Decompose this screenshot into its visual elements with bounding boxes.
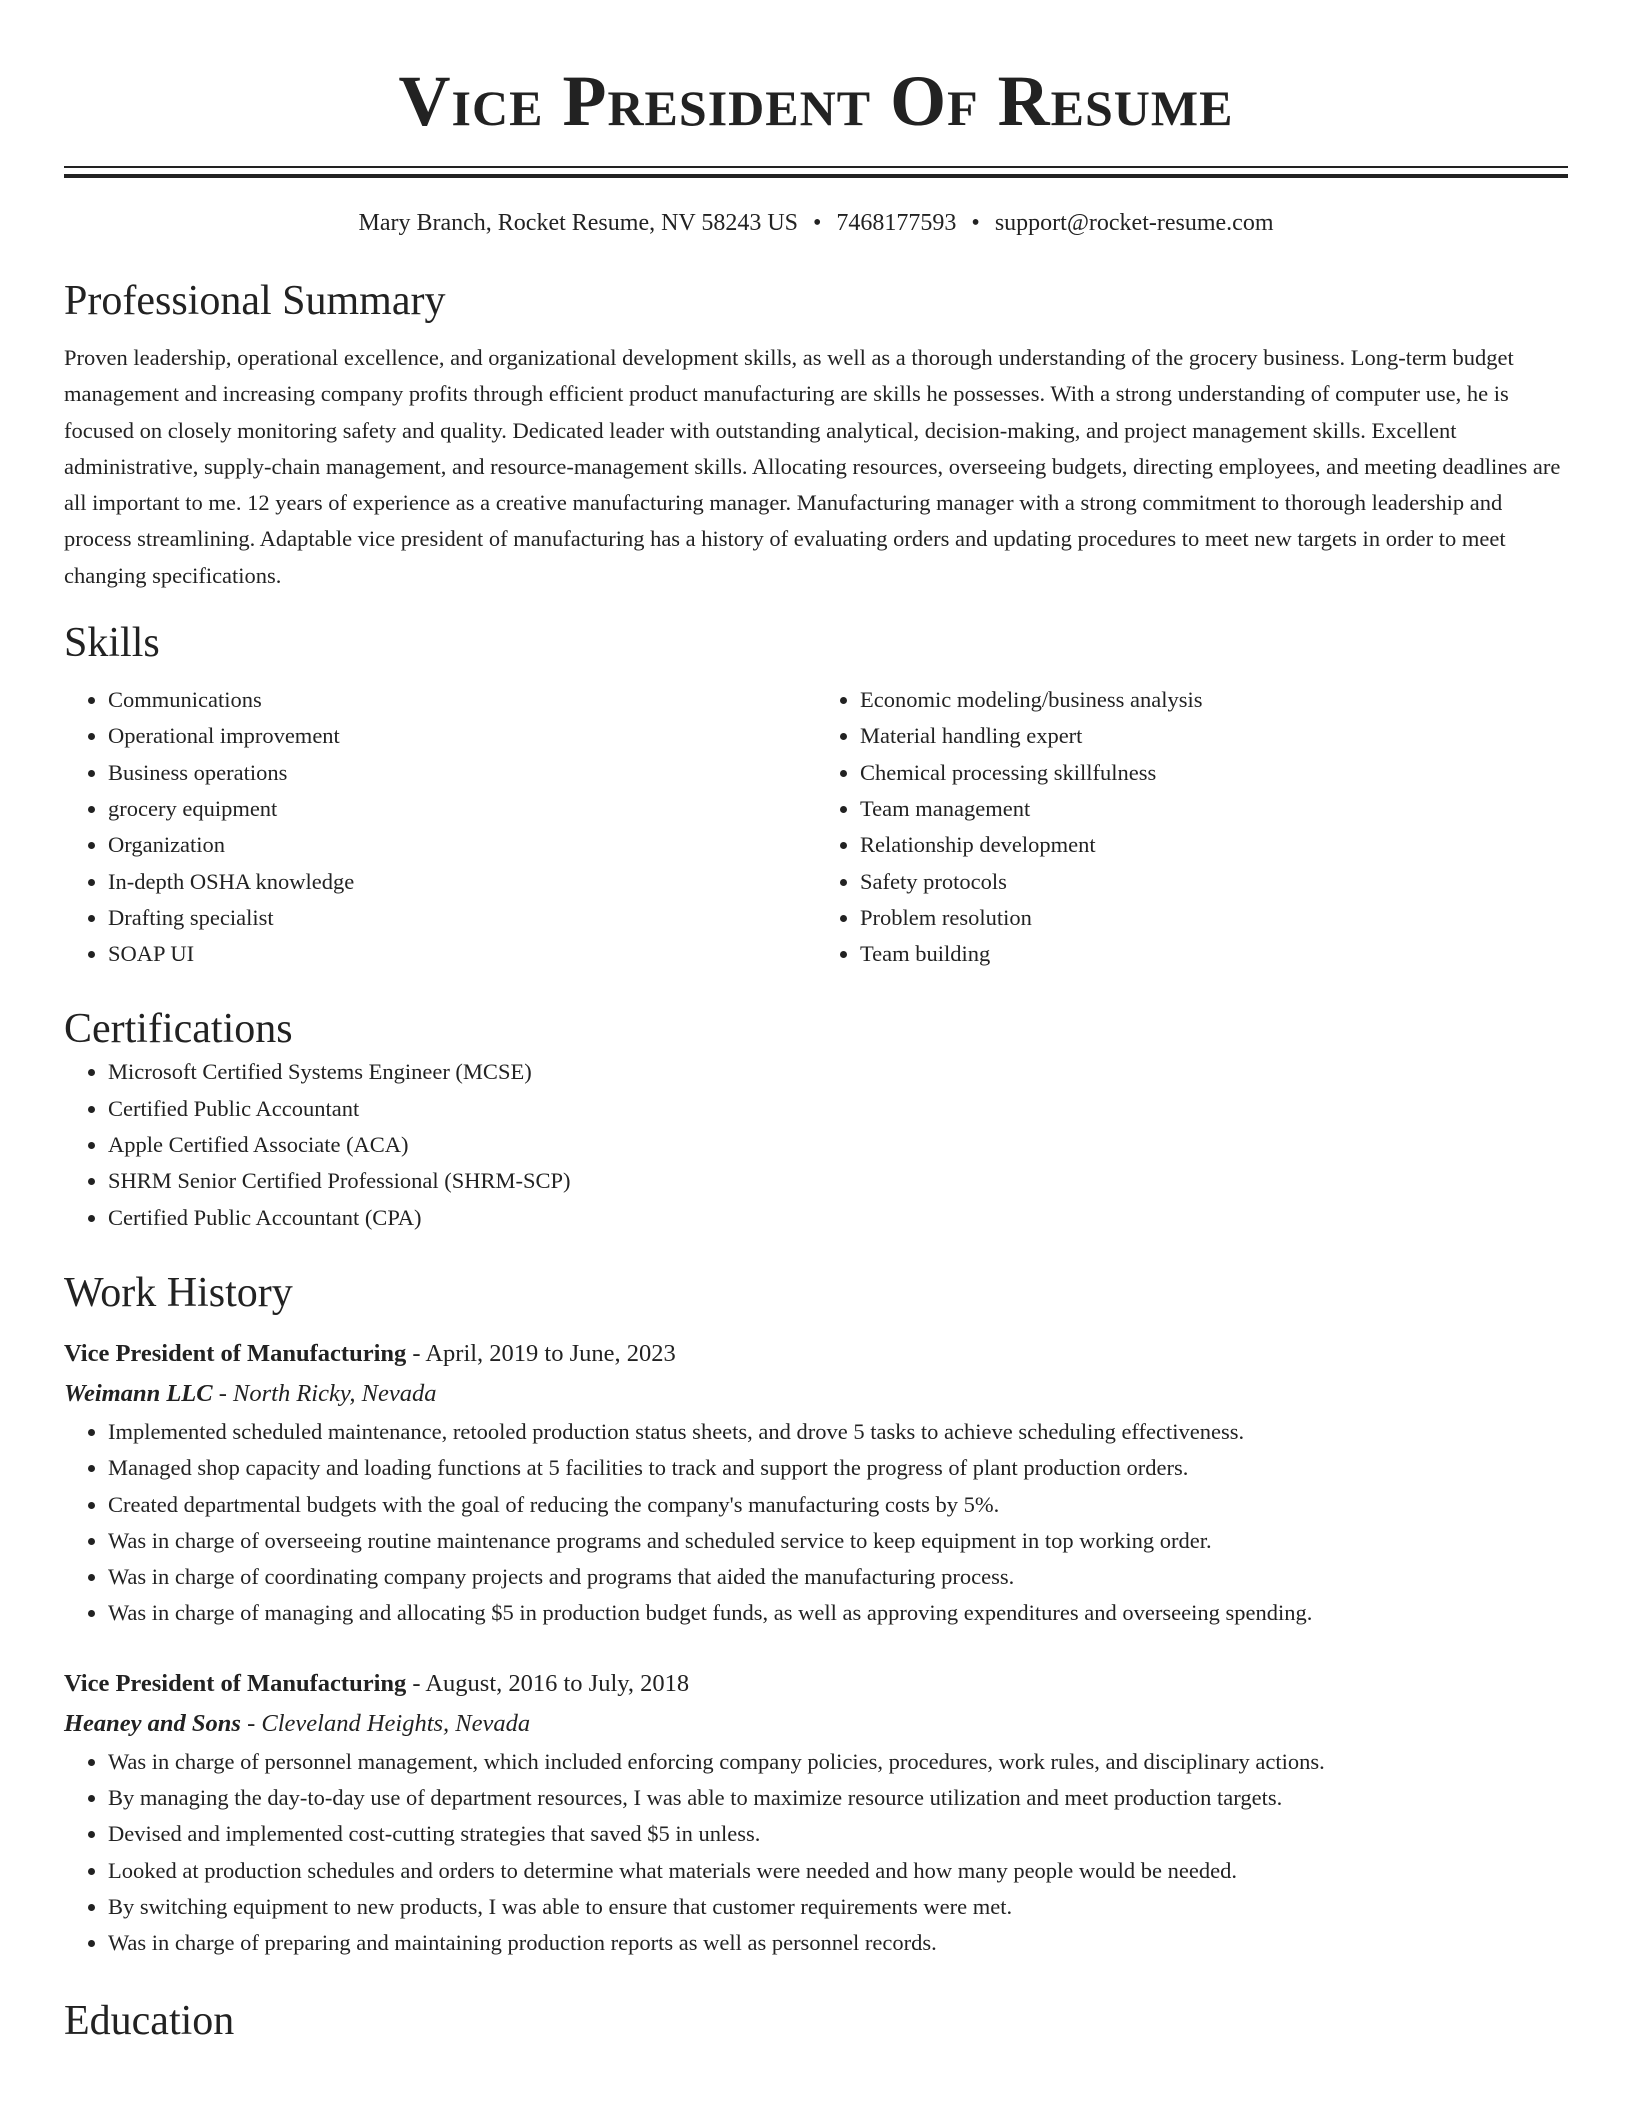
job-dates: - April, 2019 to June, 2023: [406, 1339, 676, 1367]
job-location: - North Ricky, Nevada: [212, 1379, 437, 1407]
job-company-line: [64, 1374, 1568, 1414]
certifications-list: [64, 1054, 1568, 1235]
job-title: Vice President of Manufacturing: [64, 1339, 407, 1367]
summary-heading: Professional Summary: [64, 278, 446, 324]
skill-item: • Operational improvement: [108, 718, 816, 754]
skill-item: • SOAP UI: [108, 936, 816, 972]
contact-separator: •: [813, 210, 822, 236]
contact-address: Mary Branch, Rocket Resume, NV 58243 US: [358, 210, 798, 236]
job-title-line: [64, 1334, 1568, 1374]
skills-list-left: [64, 682, 816, 972]
job-bullet: • By switching equipment to new products, I was able to ensure that customer requirements were met.: [108, 1889, 1568, 1925]
title-rule-thick: [64, 174, 1568, 178]
skill-item: • Chemical processing skillfulness: [860, 755, 1568, 791]
job-dates: - August, 2016 to July, 2018: [406, 1669, 690, 1697]
job-bullet: • Was in charge of personnel management, which included enforcing company policies, procedures, work rules, and disciplinary actions.: [108, 1744, 1568, 1780]
education-heading: Education: [64, 1997, 235, 2044]
certification-item: • Certified Public Accountant (CPA): [108, 1200, 1568, 1236]
certification-item: • Certified Public Accountant: [108, 1091, 1568, 1127]
skill-item: • Drafting specialist: [108, 900, 816, 936]
work-history-heading: Work History: [64, 1269, 293, 1316]
certification-item: • Microsoft Certified Systems Engineer (MCSE): [108, 1054, 1568, 1090]
job-location: - Cleveland Heights, Nevada: [240, 1709, 531, 1737]
job-bullets: [64, 1414, 1568, 1632]
resume-title: Vice President Of Resume: [398, 61, 1234, 141]
contact-phone: 7468177593: [836, 210, 957, 236]
certification-item: • SHRM Senior Certified Professional (SHRM-SCP): [108, 1163, 1568, 1199]
job-bullet: • Devised and implemented cost-cutting strategies that saved $5 in unless.: [108, 1816, 1568, 1852]
skills-list-right: [816, 682, 1568, 972]
skill-item: • Problem resolution: [860, 900, 1568, 936]
skill-item: • Safety protocols: [860, 864, 1568, 900]
skill-item: • Business operations: [108, 755, 816, 791]
contact-line: [64, 208, 1568, 238]
job-title-line: [64, 1664, 1568, 1704]
job-company-line: [64, 1704, 1568, 1744]
contact-separator: •: [971, 210, 980, 236]
contact-email: support@rocket-resume.com: [994, 210, 1274, 236]
skill-item: • Organization: [108, 827, 816, 863]
skills-columns: [64, 682, 1568, 972]
job-bullet: • Was in charge of managing and allocating $5 in production budget funds, as well as approving expenditures and overseeing spending.: [108, 1595, 1568, 1631]
skill-item: • Material handling expert: [860, 718, 1568, 754]
job-company: Weimann LLC: [64, 1379, 213, 1407]
job-bullet: • Was in charge of preparing and maintaining production reports as well as personnel records.: [108, 1925, 1568, 1961]
skill-item: • Economic modeling/business analysis: [860, 682, 1568, 718]
skill-item: • Team building: [860, 936, 1568, 972]
job-title: Vice President of Manufacturing: [64, 1669, 407, 1697]
summary-text: Proven leadership, operational excellence, and organizational development skills, as well as a thorough understanding of the grocery business. Long-term budget management and increasing company profits through efficient product manufacturing are skills he possesses. With a strong understanding of computer use, he is focused on closely monitoring safety and quality. Dedicated leader with outstanding analytical, decision-making, and project management skills. Excellent administrative, supply-chain management, and resource-management skills. Allocating resources, overseeing budgets, directing employees, and meeting deadlines are all important to me. 12 years of experience as a creative manufacturing manager. Manufacturing manager with a strong commitment to thorough leadership and process streamlining. Adaptable vice president of manufacturing has a history of evaluating orders and updating procedures to meet new targets in order to meet changing specifications.: [64, 345, 1561, 588]
job-bullet: • By managing the day-to-day use of department resources, I was able to maximize resource utilization and meet production targets.: [108, 1780, 1568, 1816]
job-bullet: • Implemented scheduled maintenance, retooled production status sheets, and drove 5 tasks to achieve scheduling effectiveness.: [108, 1414, 1568, 1450]
job-entry: [64, 1664, 1568, 1962]
skill-item: • In-depth OSHA knowledge: [108, 864, 816, 900]
job-bullet: • Was in charge of overseeing routine maintenance programs and scheduled service to keep equipment in top working order.: [108, 1523, 1568, 1559]
job-bullet: • Managed shop capacity and loading functions at 5 facilities to track and support the progress of plant production orders.: [108, 1450, 1568, 1486]
job-bullet: • Looked at production schedules and orders to determine what materials were needed and how many people would be needed.: [108, 1853, 1568, 1889]
job-company: Heaney and Sons: [64, 1709, 241, 1737]
certification-item: • Apple Certified Associate (ACA): [108, 1127, 1568, 1163]
job-entry: [64, 1334, 1568, 1632]
skill-item: • Team management: [860, 791, 1568, 827]
skills-heading: Skills: [64, 620, 160, 667]
certifications-heading: Certifications: [64, 1006, 293, 1053]
job-bullet: • Created departmental budgets with the goal of reducing the company's manufacturing costs by 5%.: [108, 1487, 1568, 1523]
skill-item: • Communications: [108, 682, 816, 718]
resume-page: [64, 0, 1568, 2046]
job-bullets: [64, 1744, 1568, 1962]
title-rule-thin: [64, 166, 1568, 168]
skill-item: • grocery equipment: [108, 791, 816, 827]
skill-item: • Relationship development: [860, 827, 1568, 863]
job-bullet: • Was in charge of coordinating company projects and programs that aided the manufacturing process.: [108, 1559, 1568, 1595]
